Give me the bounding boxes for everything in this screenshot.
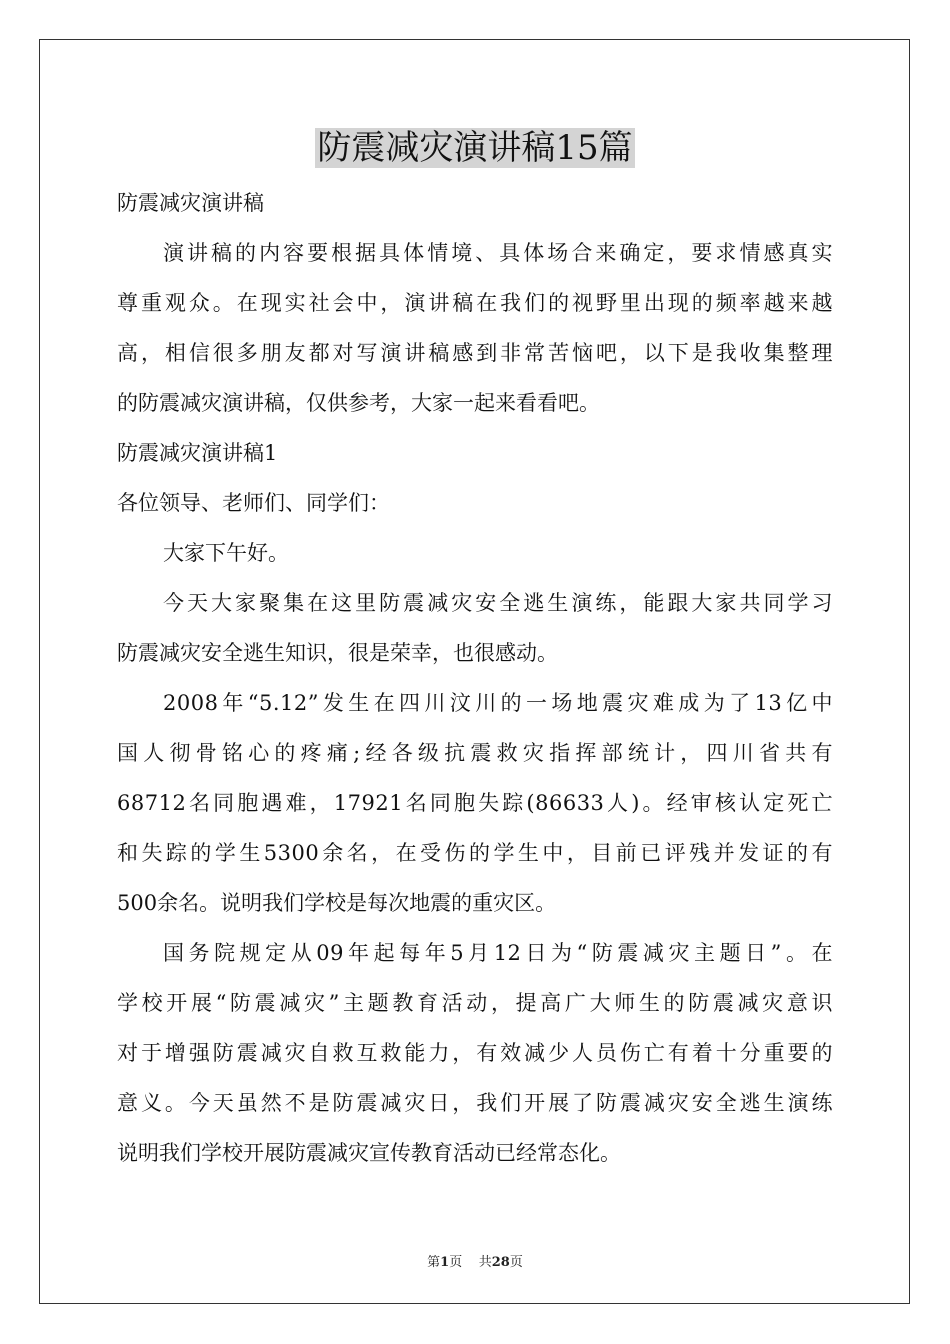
text-line: 意义。今天虽然不是防震减灾日，我们开展了防震减灾安全逃生演练 xyxy=(117,1091,833,1115)
document-title: 防震减灾演讲稿15篇 xyxy=(317,128,633,168)
title-container xyxy=(0,128,950,168)
text-line: 大家下午好。 xyxy=(163,541,289,565)
text-line: 国人彻骨铭心的疼痛;经各级抗震救灾指挥部统计，四川省共有 xyxy=(117,741,833,765)
text-line: 防震减灾演讲稿1 xyxy=(117,441,278,465)
footer-page-number: 1 xyxy=(440,1255,450,1270)
footer-page-prefix: 第 xyxy=(427,1255,441,1270)
text-line: 尊重观众。在现实社会中，演讲稿在我们的视野里出现的频率越来越 xyxy=(117,291,833,315)
text-line: 68712名同胞遇难，17921名同胞失踪(86633人)。经审核认定死亡 xyxy=(117,791,833,815)
text-line: 国务院规定从09年起每年5月12日为“防震减灾主题日”。在 xyxy=(163,941,833,965)
text-line: 演讲稿的内容要根据具体情境、具体场合来确定，要求情感真实 xyxy=(163,241,833,265)
text-line: 今天大家聚集在这里防震减灾安全逃生演练，能跟大家共同学习 xyxy=(163,591,833,615)
text-line: 学校开展“防震减灾”主题教育活动，提高广大师生的防震减灾意识 xyxy=(117,991,833,1015)
footer-page-suffix: 页 xyxy=(449,1255,463,1270)
text-line: 各位领导、老师们、同学们： xyxy=(117,491,390,515)
footer-total-prefix: 共 xyxy=(478,1255,492,1270)
footer-total-pages: 28 xyxy=(491,1255,510,1270)
text-line: 高，相信很多朋友都对写演讲稿感到非常苦恼吧，以下是我收集整理 xyxy=(117,341,833,365)
text-line: 说明我们学校开展防震减灾宣传教育活动已经常态化。 xyxy=(117,1141,621,1165)
text-line: 2008年“5.12”发生在四川汶川的一场地震灾难成为了13亿中 xyxy=(163,691,833,715)
text-line: 对于增强防震减灾自救互救能力，有效减少人员伤亡有着十分重要的 xyxy=(117,1041,833,1065)
document-body xyxy=(117,178,833,1178)
page-footer xyxy=(0,1251,950,1270)
text-line: 的防震减灾演讲稿，仅供参考，大家一起来看看吧。 xyxy=(117,391,600,415)
text-line: 防震减灾安全逃生知识，很是荣幸，也很感动。 xyxy=(117,641,558,665)
footer-total-suffix: 页 xyxy=(509,1255,523,1270)
text-line: 500余名。说明我们学校是每次地震的重灾区。 xyxy=(117,891,557,915)
text-line: 和失踪的学生5300余名，在受伤的学生中，目前已评残并发证的有 xyxy=(117,841,833,865)
text-line: 防震减灾演讲稿 xyxy=(117,191,264,215)
